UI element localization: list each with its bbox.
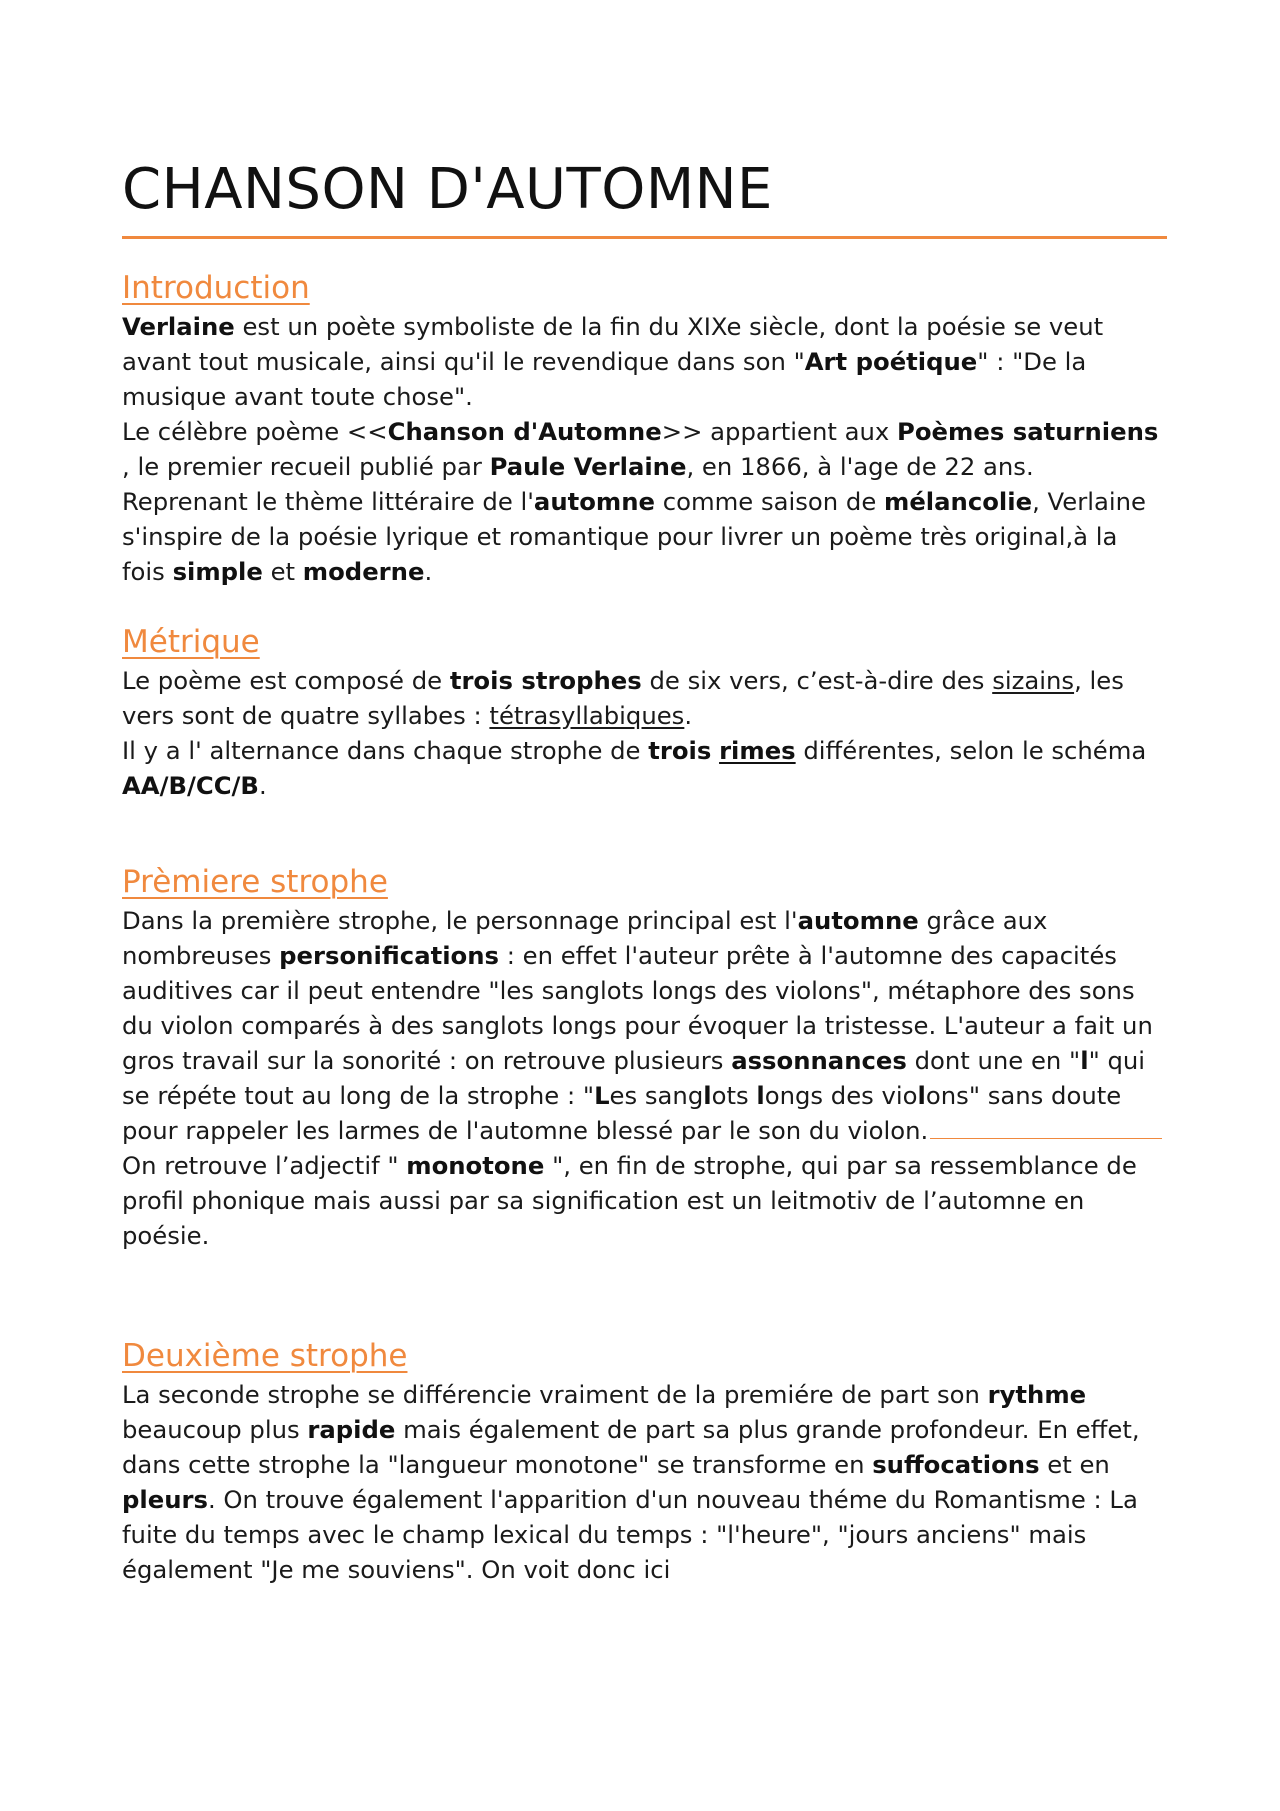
text: Il y a l' alternance dans chaque strophe de — [122, 736, 649, 765]
section-heading-deuxieme-strophe: Deuxième strophe — [122, 1338, 408, 1374]
intro-paragraph-1 — [122, 309, 1167, 414]
text: dont une en " — [906, 1046, 1081, 1075]
text: . — [684, 701, 693, 730]
section-premiere-strophe — [122, 861, 1167, 1253]
bold-text: AA/B/CC/B — [122, 771, 259, 800]
bold-text: trois strophes — [449, 666, 642, 695]
text: , le premier recueil publié par — [122, 452, 490, 481]
text: es sang — [609, 1081, 704, 1110]
text: " qui se répéte tout au long de la strophe : " — [122, 1046, 1146, 1110]
bold-text: assonnances — [731, 1046, 907, 1075]
text: , les vers sont de quatre syllabes : — [122, 666, 1124, 730]
bold-text: rapide — [307, 1415, 396, 1444]
text: " : "De la musique avant toute chose". — [122, 347, 1087, 411]
text: grâce aux nombreuses — [122, 906, 1048, 970]
section-heading-introduction: Introduction — [122, 270, 310, 306]
text: Reprenant le thème littéraire de l' — [122, 487, 534, 516]
text: : en effet l'auteur prête à l'automne des capacités auditives car il peut entendre "les sanglots longs des violons", métaphore des sons du violon comparés à des sanglots longs pour évoquer la tristesse. L'auteur a fait un gros travail sur la sonorité : on retrouve plusieurs — [122, 941, 1153, 1075]
strophe1-paragraph-1 — [122, 903, 1167, 1148]
text: différentes, selon le schéma — [795, 736, 1147, 765]
metrique-paragraph-2 — [122, 733, 1167, 803]
bold-text: pleurs — [122, 1485, 208, 1514]
metrique-paragraph-1 — [122, 663, 1167, 733]
bold-text: l — [1080, 1046, 1089, 1075]
section-heading-metrique: Métrique — [122, 624, 260, 660]
bold-text: trois — [648, 736, 712, 765]
bold-text: rythme — [987, 1380, 1087, 1409]
text: Dans la première strophe, le personnage principal est l' — [122, 906, 798, 935]
text: . — [258, 771, 267, 800]
bold-text: automne — [797, 906, 919, 935]
text — [711, 736, 719, 765]
text: beaucoup plus — [122, 1415, 308, 1444]
text: On retrouve l’adjectif " — [122, 1151, 407, 1180]
bold-text: Verlaine — [122, 312, 235, 341]
text: est un poète symboliste de la fin du XIXe siècle, dont la poésie se veut avant tout musicale, ainsi qu'il le revendique dans son " — [122, 312, 1104, 376]
bold-text: l — [756, 1081, 765, 1110]
text: ots — [711, 1081, 757, 1110]
bold-text: L — [594, 1081, 610, 1110]
text: ", en fin de strophe, qui par sa ressemblance de profil phonique mais aussi par sa signification est un leitmotiv de l’automne en poésie. — [122, 1151, 1137, 1250]
text: . — [424, 557, 433, 586]
underlined-text: rimes — [719, 736, 796, 765]
bold-text: l — [917, 1081, 926, 1110]
bold-text: personifications — [279, 941, 499, 970]
bold-text: moderne — [302, 557, 425, 586]
intro-paragraph-2 — [122, 414, 1167, 484]
text: de six vers, c’est-à-dire des — [641, 666, 993, 695]
bold-text: l — [703, 1081, 712, 1110]
section-deuxieme-strophe — [122, 1335, 1167, 1587]
section-introduction — [122, 267, 1167, 589]
text: comme saison de — [655, 487, 885, 516]
document-page — [122, 150, 1167, 1587]
section-metrique — [122, 621, 1167, 803]
text: , Verlaine s'inspire de la poésie lyrique et romantique pour livrer un poème très original,à la fois — [122, 487, 1146, 586]
text: et — [262, 557, 303, 586]
strophe2-paragraph-1 — [122, 1377, 1167, 1587]
text: Le poème est composé de — [122, 666, 450, 695]
text: Le célèbre poème << — [122, 417, 388, 446]
document-title: CHANSON D'AUTOMNE — [122, 150, 1167, 239]
bold-text: mélancolie — [884, 487, 1033, 516]
bold-text: suffocations — [872, 1450, 1040, 1479]
fill-in-blank-line — [930, 1116, 1162, 1139]
bold-text: Chanson d'Automne — [387, 417, 662, 446]
text: ongs des vio — [764, 1081, 918, 1110]
bold-text: automne — [533, 487, 656, 516]
bold-text: monotone — [406, 1151, 545, 1180]
bold-text: simple — [172, 557, 263, 586]
text: La seconde strophe se différencie vraiment de la premiére de part son — [122, 1380, 988, 1409]
text: , en 1866, à l'age de 22 ans. — [686, 452, 1034, 481]
underlined-text: tétrasyllabiques — [489, 701, 685, 730]
strophe1-paragraph-2 — [122, 1148, 1167, 1253]
text: mais également de part sa plus grande profondeur. En effet, dans cette strophe la "langueur monotone" se transforme en — [122, 1415, 1140, 1479]
intro-paragraph-3 — [122, 484, 1167, 589]
bold-text: Art poétique — [804, 347, 978, 376]
bold-text: Paule Verlaine — [489, 452, 687, 481]
text: >> appartient aux — [661, 417, 898, 446]
bold-text — [719, 736, 796, 765]
text: et en — [1039, 1450, 1110, 1479]
underlined-text: sizains — [992, 666, 1075, 695]
bold-text: Poèmes saturniens — [897, 417, 1159, 446]
text: . On trouve également l'apparition d'un nouveau théme du Romantisme : La fuite du temps avec le champ lexical du temps : "l'heure", "jours anciens" mais également "Je me souviens". On voit donc ici — [122, 1485, 1138, 1584]
section-heading-premiere-strophe: Prèmiere strophe — [122, 864, 388, 900]
text: ons" sans doute pour rappeler les larmes de l'automne blessé par le son du violon. — [122, 1081, 1122, 1145]
